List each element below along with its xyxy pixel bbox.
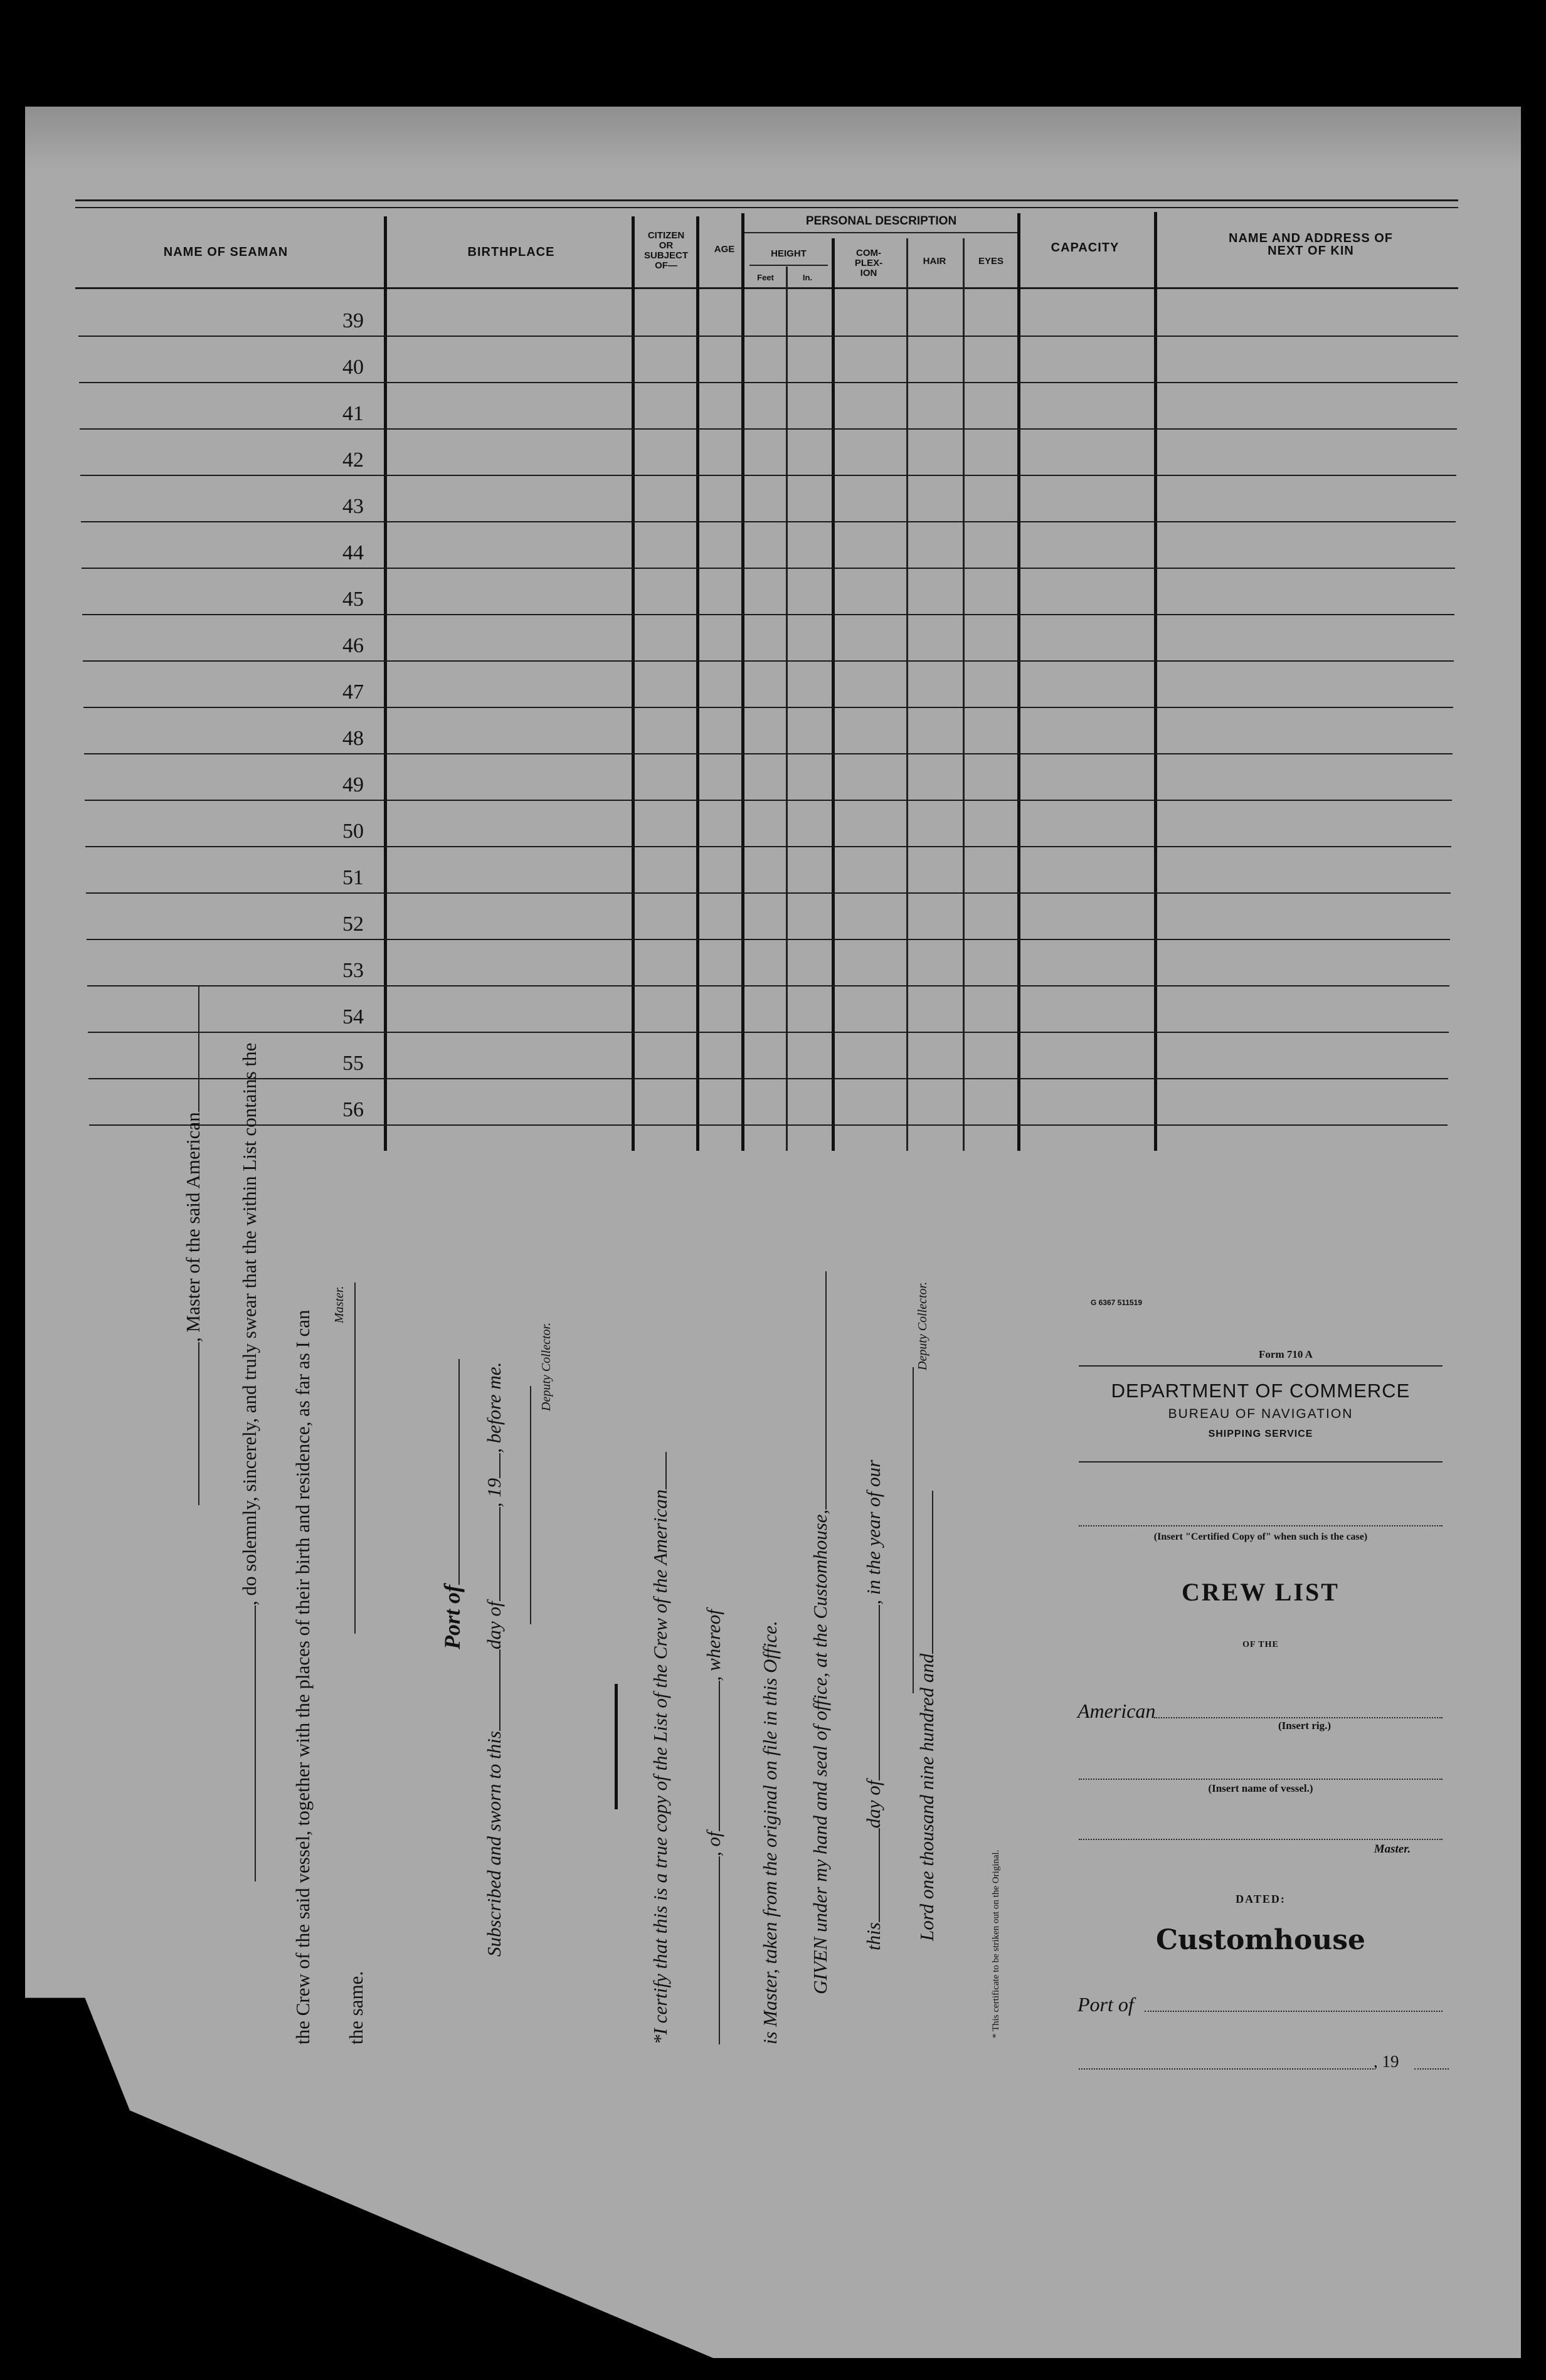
- row-number: 45: [342, 588, 364, 611]
- cert-line-3: is Master, taken from the original on file in this Office.: [759, 1621, 781, 2044]
- cover-rule-2: [1079, 1461, 1443, 1462]
- oath-deputy-label: Deputy Collector.: [539, 1322, 553, 1411]
- oath-master-label: Master.: [332, 1286, 346, 1323]
- row-rule: [86, 892, 1451, 894]
- oath-line-1: , Master of the said American: [182, 986, 204, 1505]
- cert-line-5: thisday of, in the year of our: [862, 1459, 884, 1950]
- insert-certified-note: (Insert "Certified Copy of" when such is the case): [1153, 1531, 1368, 1542]
- oath-line-3: the Crew of the said vessel, together with the places of their birth and residence, as far as I can: [292, 1309, 314, 2044]
- col-divider-10: [1154, 212, 1157, 1151]
- row-number: 51: [342, 866, 364, 889]
- cover-master-label: Master.: [1374, 1843, 1411, 1856]
- row-rule: [85, 846, 1451, 847]
- col-divider-7: [906, 238, 908, 1151]
- col-divider-8: [963, 238, 965, 1151]
- row-rule: [88, 1078, 1448, 1079]
- header-eyes: EYES: [978, 256, 1004, 267]
- col-divider-5: [786, 267, 788, 1151]
- header-inches: In.: [802, 273, 813, 282]
- table-top-rule-2: [75, 207, 1458, 208]
- port-line: [1145, 2011, 1443, 2012]
- row-number: 47: [342, 680, 364, 704]
- row-rule: [83, 707, 1453, 708]
- cert-line-1: *I certify that this is a true copy of the List of the Crew of the American: [649, 1452, 672, 2044]
- row-number: 52: [342, 912, 364, 936]
- master-line: [1079, 1839, 1443, 1840]
- row-number: 48: [342, 727, 364, 750]
- header-age: AGE: [714, 244, 735, 255]
- row-rule: [89, 1124, 1448, 1126]
- oath-line-2: , do solemnly, sincerely, and truly swear that the within List contains the: [238, 1043, 261, 1881]
- sheet-top-edge: [25, 107, 1521, 169]
- year-line: [1414, 2068, 1449, 2070]
- header-complexion: COM- PLEX- ION: [854, 248, 883, 278]
- print-code: G 6367 511519: [1090, 1298, 1143, 1307]
- oath-port-of: Port of: [439, 1359, 465, 1649]
- vessel-name-line: [1079, 1779, 1443, 1780]
- col-divider-3: [696, 216, 699, 1151]
- cert-deputy-label: Deputy Collector.: [916, 1281, 929, 1370]
- height-rule: [749, 265, 828, 266]
- header-hair: HAIR: [923, 256, 946, 267]
- col-divider-4: [741, 213, 744, 1151]
- cert-line-6: Lord one thousand nine hundred and: [916, 1491, 938, 1941]
- row-rule: [82, 614, 1454, 615]
- deputy-signature-line-1: [530, 1386, 531, 1624]
- rig-line: [1154, 1717, 1443, 1718]
- of-the-label: OF THE: [1242, 1640, 1279, 1649]
- row-rule: [78, 336, 1458, 337]
- department-title: DEPARTMENT OF COMMERCE: [1111, 1380, 1411, 1402]
- row-number: 55: [342, 1052, 364, 1075]
- year-label: , 19: [1374, 2052, 1399, 2071]
- service-title: SHIPPING SERVICE: [1208, 1429, 1313, 1439]
- american-label: American: [1077, 1700, 1156, 1722]
- row-number: 40: [342, 356, 364, 379]
- oath-line-4: the same.: [345, 1970, 367, 2044]
- row-number: 54: [342, 1005, 364, 1029]
- section-separator: [615, 1684, 618, 1809]
- row-rule: [87, 985, 1449, 986]
- header-name: NAME OF SEAMAN: [163, 245, 289, 259]
- dated-label: DATED:: [1236, 1893, 1286, 1905]
- personal-rule: [743, 232, 1019, 233]
- certified-copy-line: [1079, 1525, 1443, 1526]
- insert-name-note: (Insert name of vessel.): [1208, 1782, 1313, 1794]
- cover-rule-1: [1079, 1365, 1443, 1367]
- row-number: 53: [342, 959, 364, 982]
- row-number: 56: [342, 1098, 364, 1121]
- master-signature-line: [354, 1283, 356, 1634]
- cert-line-4: GIVEN under my hand and seal of office, at the Customhouse,: [809, 1271, 832, 1994]
- header-feet: Feet: [757, 273, 774, 282]
- row-rule: [81, 521, 1456, 522]
- deputy-signature-line-2: [913, 1367, 914, 1693]
- bureau-title: BUREAU OF NAVIGATION: [1168, 1407, 1353, 1421]
- col-divider-2: [632, 216, 635, 1151]
- row-number: 39: [342, 309, 364, 332]
- header-height: HEIGHT: [771, 248, 807, 259]
- row-rule: [80, 428, 1457, 430]
- cert-footnote: * This certificate to be striken out on the Original.: [991, 1849, 1001, 2038]
- col-divider-6: [832, 238, 835, 1151]
- header-bottom-rule: [75, 287, 1458, 289]
- table-top-rule: [75, 199, 1458, 201]
- row-number: 42: [342, 448, 364, 472]
- col-divider-1: [384, 216, 387, 1151]
- date-line: [1079, 2068, 1374, 2070]
- header-capacity: CAPACITY: [1051, 241, 1120, 255]
- row-number: 41: [342, 402, 364, 425]
- header-citizen: CITIZEN OR SUBJECT OF—: [643, 230, 688, 271]
- row-rule: [79, 382, 1458, 383]
- header-personal-description: PERSONAL DESCRIPTION: [805, 214, 957, 228]
- crew-list-title: CREW LIST: [1182, 1578, 1340, 1606]
- row-number: 43: [342, 495, 364, 518]
- header-next-of-kin: NAME AND ADDRESS OF NEXT OF KIN: [1229, 231, 1393, 258]
- row-number: 50: [342, 820, 364, 843]
- col-divider-9: [1017, 213, 1020, 1151]
- row-rule: [82, 568, 1455, 569]
- row-number: 49: [342, 773, 364, 796]
- port-of-label: Port of: [1077, 1993, 1134, 2016]
- form-number: Form 710 A: [1259, 1348, 1313, 1360]
- row-rule: [88, 1032, 1449, 1033]
- header-birthplace: BIRTHPLACE: [467, 245, 555, 259]
- row-rule: [87, 939, 1450, 940]
- row-rule: [80, 475, 1456, 476]
- row-number: 46: [342, 634, 364, 657]
- row-rule: [84, 753, 1453, 754]
- row-number: 44: [342, 541, 364, 564]
- insert-rig-note: (Insert rig.): [1278, 1720, 1332, 1732]
- row-rule: [83, 660, 1454, 662]
- oath-subscribed-line: Subscribed and sworn to thisday of, 19, before me.: [483, 1362, 505, 1957]
- row-rule: [85, 800, 1452, 801]
- customhouse-title: Customhouse: [1155, 1924, 1366, 1956]
- cert-line-2: , of, whereof: [702, 1609, 725, 2044]
